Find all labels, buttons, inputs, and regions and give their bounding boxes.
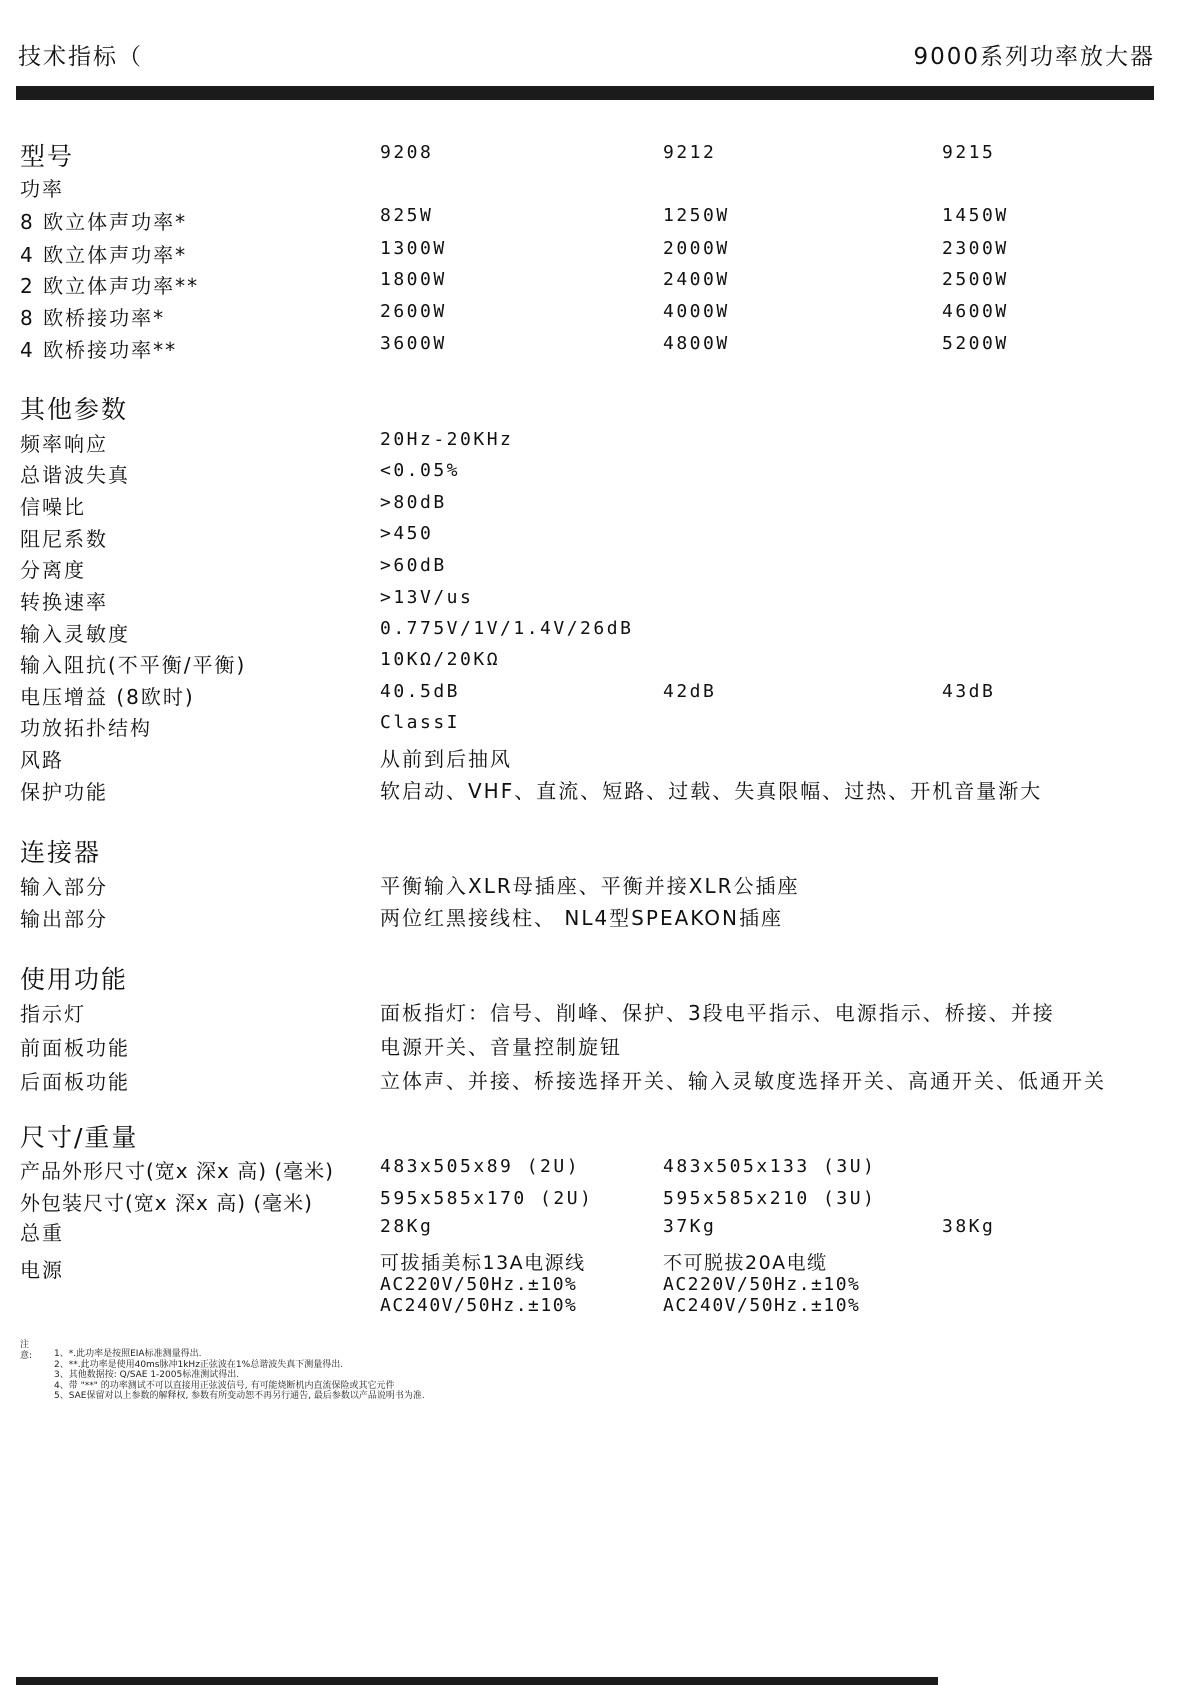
note-item: 5、SAE保留对以上参数的解释权, 参数有所变动恕不再另行通告, 最后参数以产品说明书为准. [54,1391,425,1401]
note-item: 3、其他数据按: Q/SAE 1-2005标准测试得出. [54,1370,240,1380]
power-supply-line: 可拔插美标13A电源线 [380,1252,586,1274]
power-supply-line: AC240V/50Hz.±10% [663,1295,861,1316]
param-label: 输入阻抗(不平衡/平衡) [20,653,247,677]
power-row-label: 4 欧立体声功率* [20,243,188,267]
power-supply-col2 [663,1253,860,1316]
power-value: 3600W [380,333,447,354]
param-value: 20Hz-20KHz [380,429,514,450]
power-value: 2400W [663,269,730,290]
param-value: ClassI [380,712,461,733]
param-label: 产品外形尺寸(宽x 深x 高) (毫米) [20,1159,334,1183]
power-value: 1300W [380,238,447,259]
param-label: 输入部分 [20,875,108,899]
footer-divider-bar [16,1677,938,1685]
param-label: 风路 [20,748,64,772]
power-row-label: 2 欧立体声功率** [20,274,200,298]
param-label: 外包装尺寸(宽x 深x 高) (毫米) [20,1191,313,1215]
section-title-functions: 使用功能 [20,965,129,994]
section-title-connectors: 连接器 [20,838,102,867]
param-value: >60dB [380,555,447,576]
param-label: 信噪比 [20,495,86,519]
model-label: 型号 [20,142,75,171]
power-value: 1800W [380,269,447,290]
note-item: 4、带 "**" 的功率测试不可以直接用正弦波信号, 有可能烧断机内直流保险或其它元件 [54,1380,395,1391]
param-value: 43dB [942,681,996,702]
power-value: 2600W [380,301,447,322]
param-label: 总重 [20,1221,64,1245]
param-value: 483x505x133 (3U) [663,1156,877,1177]
notes-title: 注意: [20,1340,33,1361]
power-row-label: 8 欧桥接功率* [20,306,166,330]
note-item: 1、*.此功率是按照EIA标准测量得出. [54,1349,202,1359]
power-supply-line: 不可脱拔20A电缆 [663,1252,828,1274]
power-supply-line: AC220V/50Hz.±10% [380,1274,578,1295]
notes-list [54,1349,425,1402]
param-label: 功放拓扑结构 [20,716,152,740]
param-value: 电源开关、音量控制旋钮 [380,1035,622,1059]
header-divider-bar [16,86,1154,100]
param-value: 平衡输入XLR母插座、平衡并接XLR公插座 [380,874,800,898]
param-label: 指示灯 [20,1002,86,1026]
param-value: <0.05% [380,460,461,481]
power-supply-line: AC240V/50Hz.±10% [380,1295,578,1316]
param-value: 两位红黑接线柱、 NL4型SPEAKON插座 [380,906,783,930]
note-item: 2、**.此功率是使用40ms脉冲1kHz正弦波在1%总谐波失真下测量得出. [54,1359,344,1370]
power-value: 825W [380,205,434,226]
param-value: 483x505x89 (2U) [380,1156,581,1177]
power-value: 4600W [942,301,1009,322]
power-supply-line: AC220V/50Hz.±10% [663,1274,861,1295]
param-value: 从前到后抽风 [380,747,512,771]
param-value: 38Kg [942,1216,996,1237]
param-label: 频率响应 [20,432,108,456]
power-value: 2300W [942,238,1009,259]
param-label: 电压增益 (8欧时) [20,685,195,709]
power-value: 1250W [663,205,730,226]
param-value: 软启动、VHF、直流、短路、过载、失真限幅、过热、开机音量渐大 [380,779,1043,803]
param-value: 面板指灯：信号、削峰、保护、3段电平指示、电源指示、桥接、并接 [380,1001,1055,1025]
power-value: 2000W [663,238,730,259]
header-right-title: 9000系列功率放大器 [913,44,1155,70]
param-value: 595x585x170 (2U) [380,1188,594,1209]
param-label: 输出部分 [20,907,108,931]
param-label: 前面板功能 [20,1036,130,1060]
param-value: >80dB [380,492,447,513]
power-row-label: 8 欧立体声功率* [20,210,188,234]
param-label: 输入灵敏度 [20,622,130,646]
section-title-dimensions: 尺寸/重量 [20,1123,139,1152]
header-left-title: 技术指标（ [18,44,143,70]
param-label: 保护功能 [20,780,108,804]
model-9215: 9215 [942,142,996,163]
power-value: 1450W [942,205,1009,226]
model-9212: 9212 [663,142,717,163]
param-value: 42dB [663,681,717,702]
power-value: 4800W [663,333,730,354]
param-label: 分离度 [20,558,86,582]
param-value: 40.5dB [380,681,461,702]
power-row-label: 4 欧桥接功率** [20,338,178,362]
param-label: 转换速率 [20,590,108,614]
param-label: 阻尼系数 [20,527,108,551]
power-supply-col1 [380,1253,586,1316]
param-value: 立体声、并接、桥接选择开关、输入灵敏度选择开关、高通开关、低通开关 [380,1069,1106,1093]
power-value: 5200W [942,333,1009,354]
model-9208: 9208 [380,142,434,163]
param-label: 电源 [20,1258,64,1282]
param-label: 后面板功能 [20,1070,130,1094]
power-label: 功率 [20,177,64,201]
power-value: 2500W [942,269,1009,290]
param-value: >13V/us [380,587,474,608]
power-value: 4000W [663,301,730,322]
param-value: 595x585x210 (3U) [663,1188,877,1209]
section-title-other: 其他参数 [20,395,129,424]
param-value: 28Kg [380,1216,434,1237]
param-label: 总谐波失真 [20,463,130,487]
param-value: 10KΩ/20KΩ [380,649,501,670]
param-value: >450 [380,523,434,544]
param-value: 37Kg [663,1216,717,1237]
param-value: 0.775V/1V/1.4V/26dB [380,618,634,639]
